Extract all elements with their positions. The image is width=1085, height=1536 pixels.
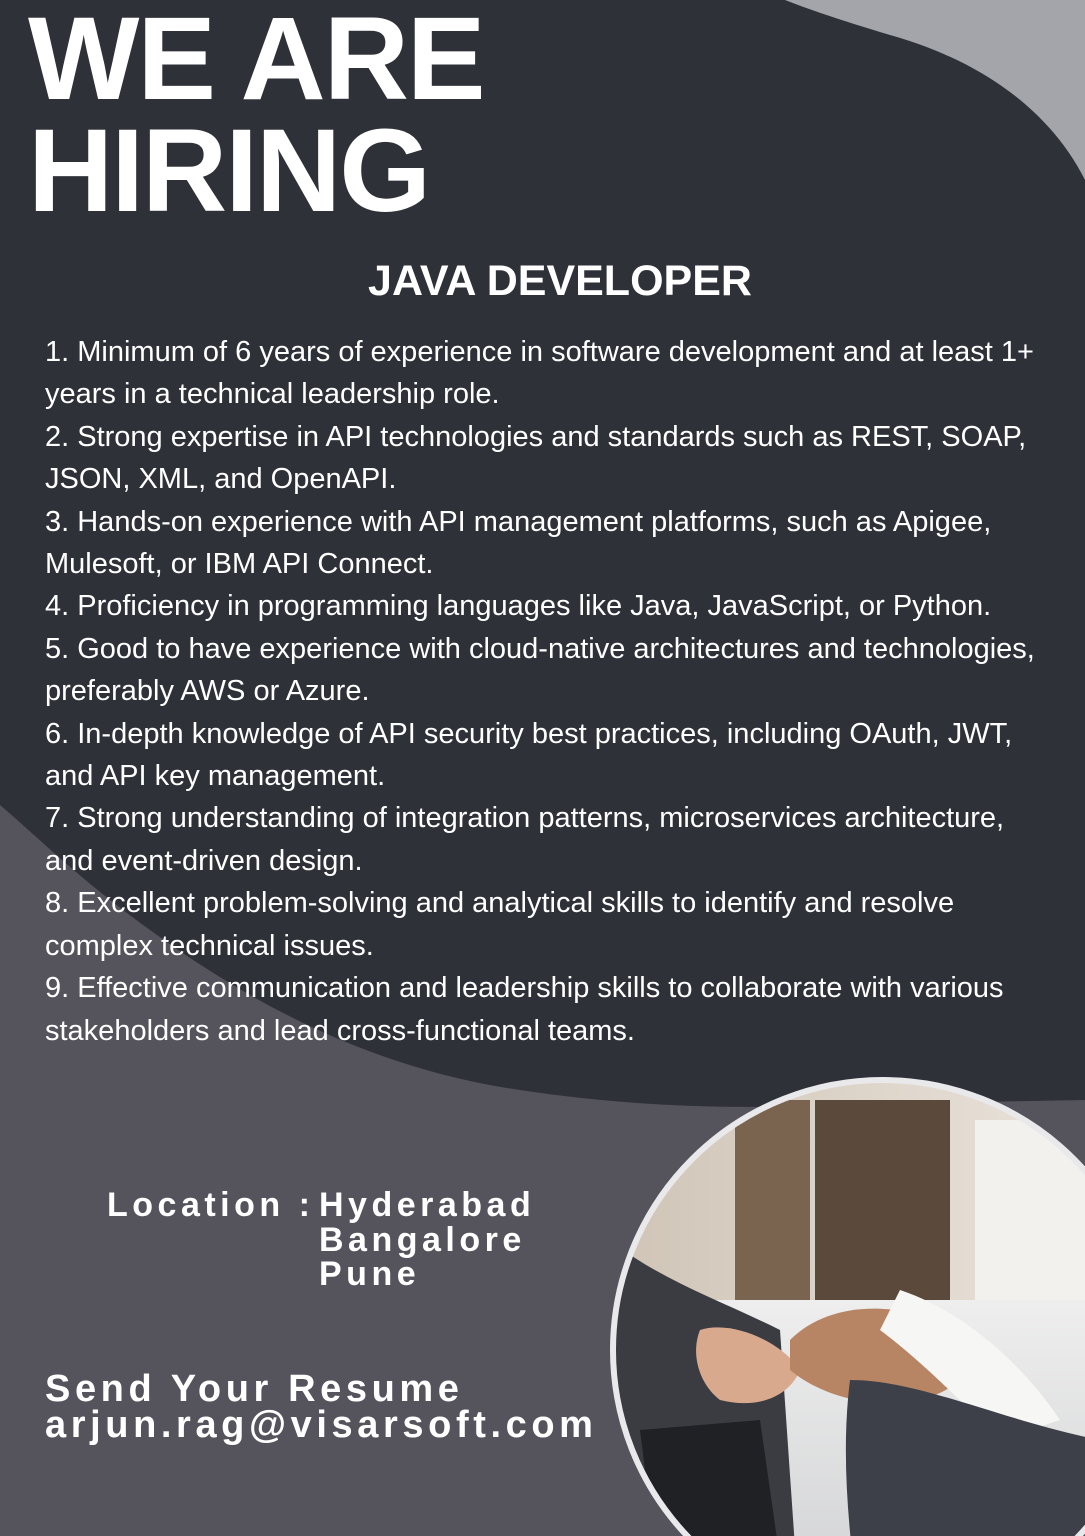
- requirement-item: 8. Excellent problem-solving and analytical skills to identify and resolve complex technical issues.: [45, 887, 955, 962]
- requirement-item: 4. Proficiency in programming languages like Java, JavaScript, or Python.: [45, 590, 992, 623]
- requirement-item: 5. Good to have experience with cloud-native architectures and technologies, preferably AWS or Azure.: [45, 632, 1035, 708]
- job-title: JAVA DEVELOPER: [368, 257, 752, 305]
- location-label: Location :: [107, 1186, 315, 1224]
- headline-hiring: HIRING: [28, 105, 429, 237]
- requirement-item: 3. Hands-on experience with API management platforms, such as Apigee, Mulesoft, or IBM API Connect.: [45, 505, 992, 581]
- requirement-item: 7. Strong understanding of integration patterns, microservices architecture, and event-driven design.: [45, 802, 1005, 877]
- location-city-pune: Pune: [319, 1255, 421, 1293]
- requirement-item: 9. Effective communication and leadership skills to collaborate with various stakeholders and lead cross-functional teams.: [45, 972, 1004, 1047]
- send-resume-text: Send Your Resume: [45, 1368, 464, 1410]
- location-city-bangalore: Bangalore: [319, 1221, 526, 1259]
- requirement-item: 6. In-depth knowledge of API security best practices, including OAuth, JWT, and API key management.: [45, 717, 1013, 793]
- contact-email[interactable]: arjun.rag@visarsoft.com: [45, 1404, 598, 1446]
- headline-we-are: WE ARE: [28, 0, 484, 125]
- requirement-item: 2. Strong expertise in API technologies and standards such as REST, SOAP, JSON, XML, and OpenAPI.: [45, 420, 1027, 496]
- location-city-hyderabad: Hyderabad: [319, 1186, 536, 1224]
- requirement-item: 1. Minimum of 6 years of experience in software development and at least 1+ years in a technical leadership role.: [45, 336, 1034, 411]
